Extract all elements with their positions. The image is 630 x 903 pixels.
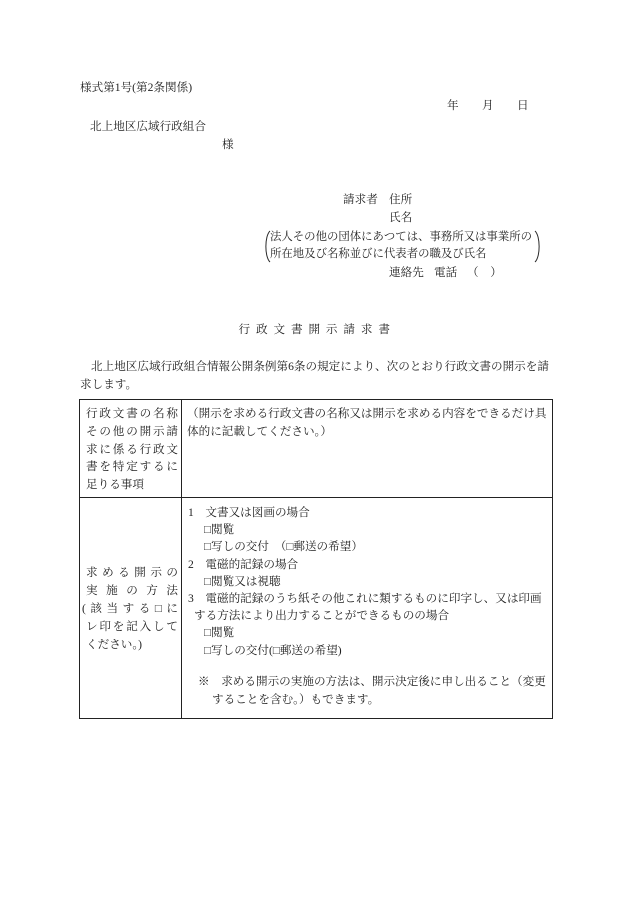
date-month-label: 月 bbox=[482, 99, 494, 112]
row1-label-line: 行政文書の名称 bbox=[86, 407, 178, 420]
method-heading-continued: する方法により出力することができるものの場合 bbox=[194, 609, 450, 623]
corporate-note-line: 所在地及び名称並びに代表者の職及び氏名 bbox=[270, 248, 487, 260]
method-option: □閲覧 bbox=[204, 523, 235, 537]
document-name-instruction bbox=[187, 405, 546, 441]
row2-label-line: ください。) bbox=[86, 638, 143, 651]
row2-label-line: (該当する□に bbox=[82, 602, 178, 615]
method-option: □写しの交付(□郵送の希望) bbox=[204, 643, 342, 657]
corporate-note bbox=[270, 229, 532, 263]
row2-label-line: 求める開示の bbox=[86, 566, 178, 579]
row1-label-line: 足りる事項 bbox=[86, 478, 144, 492]
disclosure-method-header-cell bbox=[80, 498, 182, 718]
phone-parentheses: （ ） bbox=[467, 266, 502, 279]
document-title: 行 政 文 書 開 示 請 求 書 bbox=[238, 323, 392, 336]
method-note bbox=[198, 673, 546, 709]
request-table bbox=[79, 399, 553, 719]
document-name-header-cell bbox=[80, 400, 182, 498]
right-bracket bbox=[534, 230, 542, 263]
method-note-line: ※ 求める開示の実施の方法は、開示決定後に申し出ること（変更 bbox=[198, 675, 546, 688]
document-name-header bbox=[86, 405, 178, 494]
requester-label: 請求者 bbox=[343, 193, 378, 206]
method-heading: 3 電磁的記録のうち紙その他これに類するものに印字し、又は印画 bbox=[188, 592, 542, 606]
method-option: □閲覧 bbox=[204, 626, 235, 640]
recipient-name: 北上地区広域行政組合 bbox=[90, 120, 206, 133]
disclosure-method-header bbox=[82, 564, 178, 654]
row1-content-line: 体的に記載してください。） bbox=[187, 425, 332, 438]
method-note-line: することを含む。）もできます。 bbox=[212, 693, 380, 706]
recipient-honorific: 様 bbox=[222, 138, 234, 151]
disclosure-method-options bbox=[188, 504, 542, 659]
row1-label-line: その他の開示請 bbox=[86, 424, 178, 438]
name-label: 氏名 bbox=[389, 211, 413, 224]
contact-label: 連絡先 bbox=[389, 266, 424, 279]
intro-line: 北上地区広域行政組合情報公開条例第6条の規定により、次のとおり行政文書の開示を請 bbox=[91, 360, 549, 373]
method-option: □写しの交付 （□郵送の希望） bbox=[204, 540, 363, 554]
phone-label: 電話 bbox=[434, 266, 458, 279]
intro-line: 求します。 bbox=[80, 378, 138, 391]
row1-label-line: 書を特定するに bbox=[86, 460, 178, 474]
row1-label-line: 求に係る行政文 bbox=[86, 442, 178, 456]
method-option: □閲覧又は視聴 bbox=[204, 574, 281, 588]
row2-label-line: 実施の方法 bbox=[86, 584, 178, 597]
document-name-content-cell bbox=[182, 400, 552, 498]
corporate-note-bracket bbox=[263, 230, 542, 263]
row2-label-line: レ印を記入して bbox=[86, 620, 178, 633]
date-year-label: 年 bbox=[447, 99, 459, 112]
date-day-label: 日 bbox=[517, 99, 529, 112]
method-heading: 1 文書又は図画の場合 bbox=[188, 506, 310, 519]
form-number: 様式第1号(第2条関係) bbox=[80, 81, 193, 94]
disclosure-method-content-cell bbox=[182, 498, 552, 718]
row1-content-line: （開示を求める行政文書の名称又は開示を求める内容をできるだけ具 bbox=[187, 407, 547, 420]
method-heading: 2 電磁的記録の場合 bbox=[188, 557, 299, 571]
corporate-note-line: 法人その他の団体にあつては、事務所又は事業所の bbox=[270, 231, 532, 243]
address-label: 住所 bbox=[389, 193, 413, 206]
